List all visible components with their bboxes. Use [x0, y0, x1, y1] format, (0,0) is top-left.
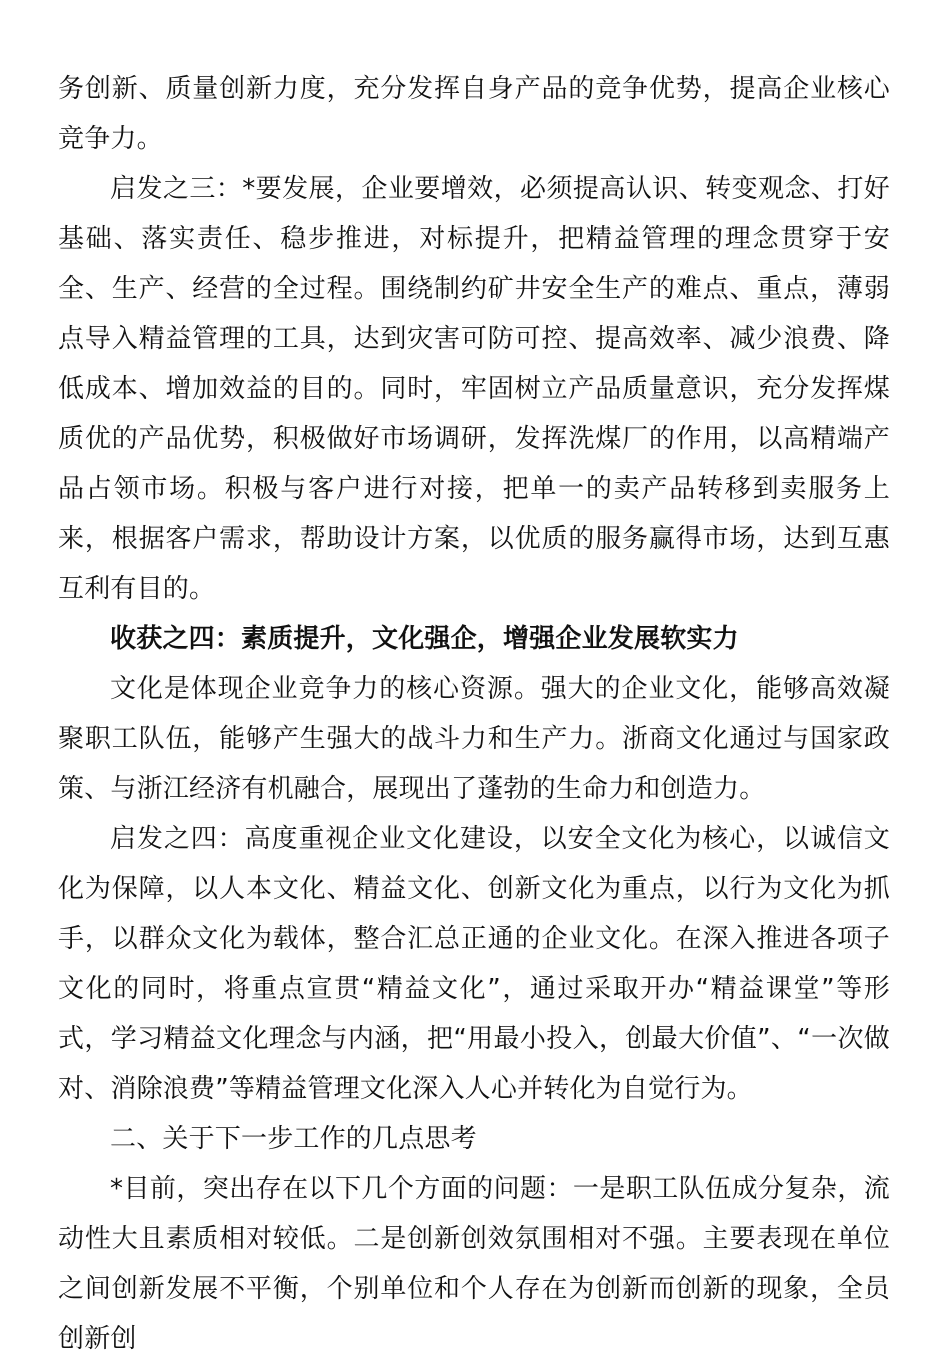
paragraph-continuation: 务创新、质量创新力度，充分发挥自身产品的竞争优势，提高企业核心竞争力。	[58, 74, 890, 154]
paragraph-culture: 文化是体现企业竞争力的核心资源。强大的企业文化，能够高效凝聚职工队伍，能够产生强大的战斗力和生产力。浙商文化通过与国家政策、与浙江经济有机融合，展现出了蓬勃的生命力和创造力。	[58, 674, 890, 804]
document-body	[58, 64, 890, 1364]
paragraph-inspiration-four: 启发之四：高度重视企业文化建设，以安全文化为核心，以诚信文化为保障，以人本文化、精益文化、创新文化为重点，以行为文化为抓手，以群众文化为载体，整合汇总正通的企业文化。在深入推进各项子文化的同时，将重点宣贯“精益文化”，通过采取开办“精益课堂”等形式，学习精益文化理念与内涵，把“用最小投入，创最大价值”、“一次做对、消除浪费”等精益管理文化深入人心并转化为自觉行为。	[58, 824, 890, 1104]
section-heading-next-steps: 二、关于下一步工作的几点思考	[110, 1124, 477, 1154]
paragraph-inspiration-three: 启发之三：*要发展，企业要增效，必须提高认识、转变观念、打好基础、落实责任、稳步推进，对标提升，把精益管理的理念贯穿于安全、生产、经营的全过程。围绕制约矿井安全生产的难点、重点，薄弱点导入精益管理的工具，达到灾害可防可控、提高效率、减少浪费、降低成本、增加效益的目的。同时，牢固树立产品质量意识，充分发挥煤质优的产品优势，积极做好市场调研，发挥洗煤厂的作用，以高精端产品占领市场。积极与客户进行对接，把单一的卖产品转移到卖服务上来，根据客户需求，帮助设计方案，以优质的服务赢得市场，达到互惠互利有目的。	[58, 174, 890, 604]
paragraph-current-problems: *目前，突出存在以下几个方面的问题：一是职工队伍成分复杂，流动性大且素质相对较低。二是创新创效氛围相对不强。主要表现在单位之间创新发展不平衡，个别单位和个人存在为创新而创新的现象，全员创新创	[58, 1174, 890, 1354]
section-heading-harvest-four: 收获之四：素质提升，文化强企，增强企业发展软实力	[110, 624, 739, 654]
